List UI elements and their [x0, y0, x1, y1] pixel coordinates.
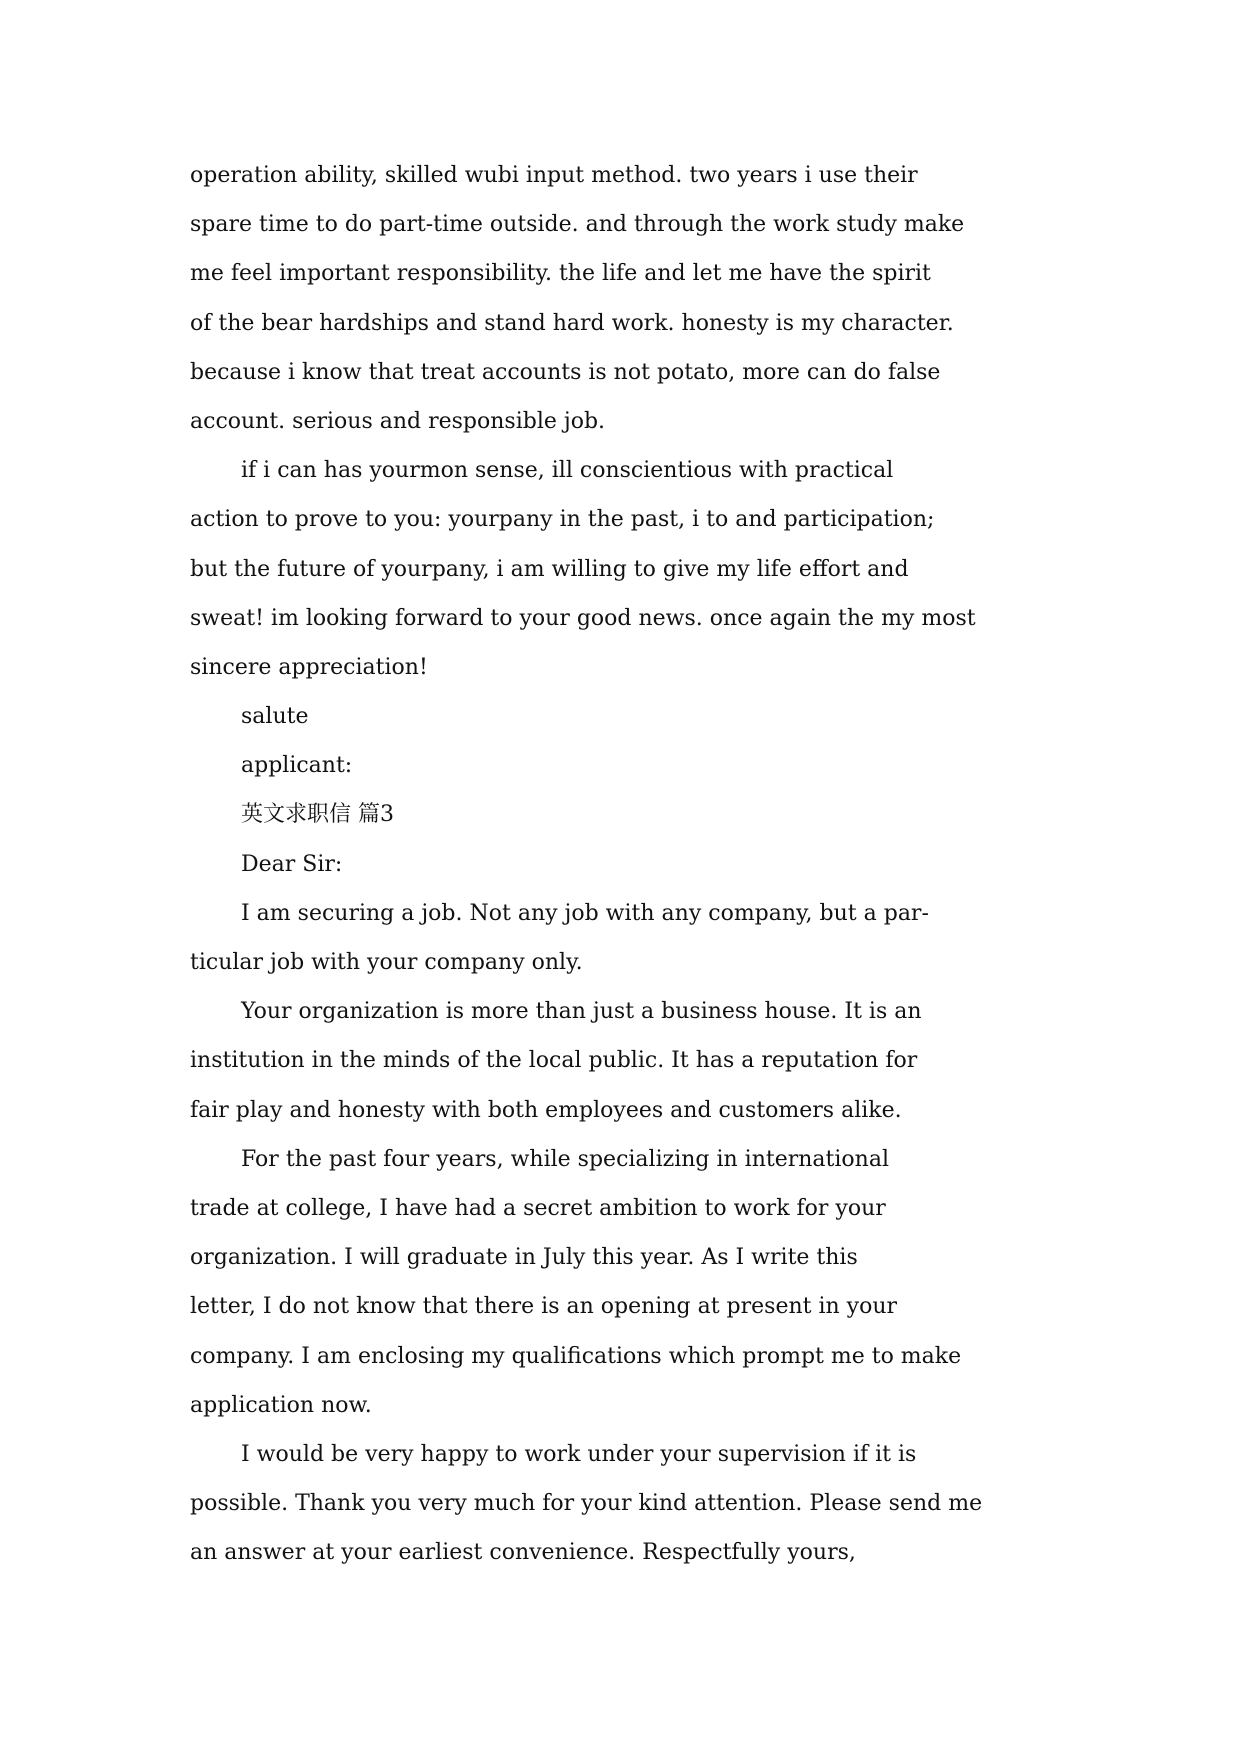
text-line: possible. Thank you very much for your kind attention. Please send me: [190, 1491, 983, 1517]
document-body: [190, 151, 1070, 1577]
text-line: of the bear hardships and stand hard work. honesty is my character.: [190, 310, 954, 336]
paragraph-first-line: I am securing a job. Not any job with any company, but a par-: [241, 900, 929, 926]
paragraph-first-line: For the past four years, while specializing in international: [241, 1146, 889, 1172]
text-line: action to prove to you: yourpany in the past, i to and participation;: [190, 507, 935, 533]
paragraph-first-line: Your organization is more than just a business house. It is an: [241, 999, 922, 1025]
text-line: application now.: [190, 1392, 372, 1418]
paragraph-first-line: if i can has yourmon sense, ill conscientious with practical: [241, 458, 894, 484]
text-line: company. I am enclosing my qualifications which prompt me to make: [190, 1343, 962, 1369]
text-line: me feel important responsibility. the life and let me have the spirit: [190, 261, 931, 287]
text-line: but the future of yourpany, i am willing to give my life effort and: [190, 556, 909, 582]
text-line: ticular job with your company only.: [190, 950, 583, 975]
greeting: Dear Sir:: [241, 851, 343, 877]
text-line: account. serious and responsible job.: [190, 408, 606, 434]
text-line: institution in the minds of the local public. It has a reputation for: [190, 1048, 918, 1074]
text-line: operation ability, skilled wubi input method. two years i use their: [190, 163, 918, 188]
text-line: spare time to do part-time outside. and through the work study make: [190, 212, 965, 238]
text-line: sincere appreciation!: [190, 654, 428, 680]
text-line: trade at college, I have had a secret ambition to work for your: [190, 1195, 886, 1221]
section-heading: 英文求职信 篇3: [241, 802, 394, 828]
text-line: letter, I do not know that there is an opening at present in your: [190, 1294, 898, 1320]
text-line: organization. I will graduate in July this year. As I write this: [190, 1245, 858, 1271]
text-line: because i know that treat accounts is not potato, more can do false: [190, 359, 941, 385]
text-line: sweat! im looking forward to your good news. once again the my most: [190, 605, 976, 631]
applicant-label: applicant:: [241, 753, 353, 779]
paragraph-first-line: I would be very happy to work under your supervision if it is: [241, 1441, 917, 1467]
text-line: an answer at your earliest convenience. Respectfully yours,: [190, 1540, 856, 1566]
salutation-closing: salute: [241, 704, 309, 730]
text-line: fair play and honesty with both employees and customers alike.: [190, 1097, 902, 1123]
